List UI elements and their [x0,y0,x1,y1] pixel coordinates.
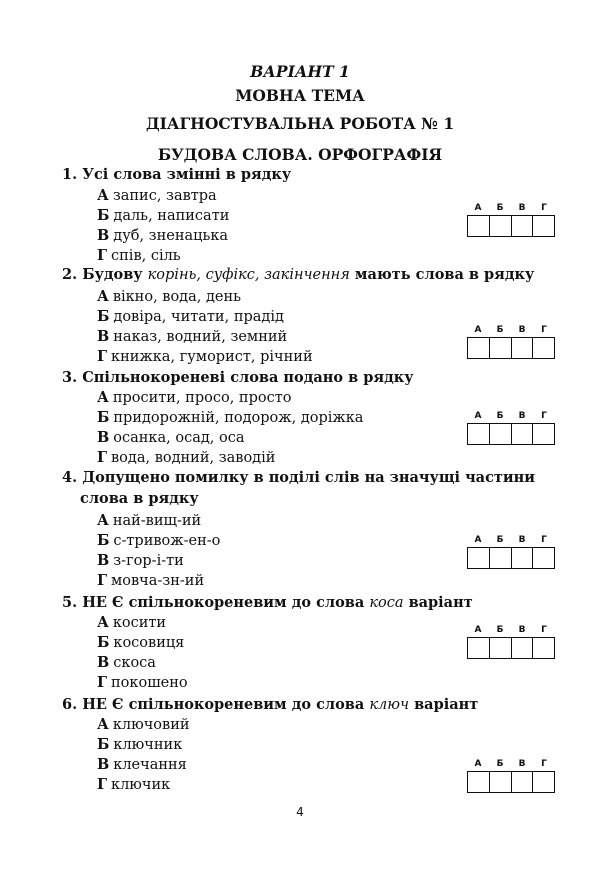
option-text: просити, просо, просто [112,390,292,406]
answer-option [97,674,188,691]
question-text-pre: Будову [82,266,143,283]
topic-title: МОВНА ТЕМА [235,86,365,105]
question-text-italic: ключ [369,697,410,713]
answer-option [97,614,166,631]
option-text: вода, водний, заводій [111,450,276,466]
answer-cell[interactable] [532,424,554,444]
answer-cell[interactable] [532,638,554,658]
answer-cell[interactable] [468,772,489,792]
option-text: най-вищ-ий [112,513,202,529]
answer-option [97,776,170,793]
answer-cell[interactable] [489,216,511,236]
option-letter: А [97,389,109,406]
answer-cell[interactable] [468,548,489,568]
question-number: 1. [62,166,78,183]
answer-cell[interactable] [489,638,511,658]
option-letter: А [97,187,109,204]
question-text-italic: корінь, суфікс, закінчення [147,267,350,283]
option-text: ключовий [112,717,190,733]
option-letter: Г [97,449,108,466]
grid-label: Г [541,625,547,635]
question-text-post: мають слова в рядку [354,266,535,283]
grid-label: А [474,203,482,213]
grid-label: А [474,411,482,421]
answer-cell[interactable] [511,772,533,792]
page-number: 4 [296,805,304,819]
answer-cell[interactable] [489,338,511,358]
option-text: даль, написати [113,208,230,224]
answer-option [97,207,229,224]
grid-label: Б [496,625,504,635]
option-text: довіра, читати, прадід [113,309,284,325]
answer-option [97,756,187,773]
work-title: ДІАГНОСТУВАЛЬНА РОБОТА № 1 [145,114,455,133]
option-text: с-тривож-ен-о [113,533,221,549]
option-letter: Г [97,348,108,365]
answer-option [97,512,201,529]
question-text-pre: НЕ Є спільнокореневим до слова [82,696,365,713]
answer-cell[interactable] [489,424,511,444]
grid-label: А [474,625,482,635]
option-letter: Г [97,572,108,589]
answer-option [97,328,287,345]
answer-option [97,634,184,651]
question-text-post: варіант [414,696,479,713]
answer-cell[interactable] [468,424,489,444]
grid-label: Б [496,411,504,421]
answer-cell[interactable] [511,548,533,568]
option-text: придорожній, подорож, доріжка [113,410,364,426]
question-number: 6. [62,696,78,713]
grid-label: Б [496,759,504,769]
answer-grid [467,325,555,359]
answer-option [97,288,241,305]
answer-option [97,187,217,204]
option-text: клечання [113,757,187,773]
option-text: з-гор-і-ти [113,553,184,569]
section-title: БУДОВА СЛОВА. ОРФОГРАФІЯ [157,145,443,164]
option-text: ключник [113,737,183,753]
answer-option [97,308,284,325]
answer-cell[interactable] [511,638,533,658]
grid-label: Г [541,203,547,213]
option-letter: Б [97,634,110,651]
grid-label: А [474,759,482,769]
answer-cell[interactable] [532,216,554,236]
option-letter: В [97,654,110,671]
answer-option [97,348,313,365]
answer-option [97,552,184,569]
option-text: вікно, вода, день [112,289,242,305]
answer-option [97,532,220,549]
answer-cell[interactable] [532,772,554,792]
answer-option [97,716,190,733]
option-text: покошено [111,675,188,691]
answer-grid [467,625,555,659]
answer-option [97,409,363,426]
grid-label: Г [541,535,547,545]
option-letter: В [97,552,110,569]
grid-label: Г [541,325,547,335]
grid-label: Б [496,203,504,213]
question-6 [62,696,478,713]
question-text: Допущено помилку в поділі слів на значущі частини [82,469,536,486]
answer-cell[interactable] [468,338,489,358]
option-text: осанка, осад, оса [113,430,245,446]
option-text: наказ, водний, земний [113,329,288,345]
answer-option [97,736,182,753]
answer-option [97,247,181,264]
option-letter: В [97,429,110,446]
option-letter: Г [97,776,108,793]
option-letter: А [97,614,109,631]
answer-grid [467,535,555,569]
grid-label: В [518,411,526,421]
option-text: ключик [111,777,171,793]
question-number: 2. [62,266,78,283]
answer-cell[interactable] [489,548,511,568]
option-text: спів, сіль [111,248,181,264]
grid-label: А [474,325,482,335]
option-letter: Б [97,736,110,753]
question-3 [62,369,414,386]
option-text: скоса [113,655,156,671]
question-1 [62,166,291,183]
question-text: Усі слова змінні в рядку [82,166,292,183]
question-text-pre: НЕ Є спільнокореневим до слова [82,594,365,611]
answer-cell[interactable] [511,216,533,236]
question-number: 3. [62,369,78,386]
answer-cell[interactable] [489,772,511,792]
question-text-post: варіант [408,594,473,611]
option-letter: Г [97,674,108,691]
question-5 [62,594,473,611]
answer-option [97,227,228,244]
question-text-continued: слова в рядку [80,490,199,507]
grid-label: В [518,535,526,545]
option-letter: А [97,512,109,529]
grid-label: В [518,759,526,769]
grid-label: В [518,325,526,335]
option-text: запис, завтра [112,188,217,204]
grid-label: Б [496,325,504,335]
grid-label: В [518,203,526,213]
question-text-italic: коса [369,595,404,611]
answer-grid [467,759,555,793]
answer-option [97,429,245,446]
answer-cell[interactable] [532,548,554,568]
grid-label: В [518,625,526,635]
question-number: 5. [62,594,78,611]
answer-option [97,654,156,671]
option-letter: В [97,756,110,773]
answer-cell[interactable] [468,216,489,236]
answer-cell[interactable] [532,338,554,358]
answer-grid [467,203,555,237]
answer-grid [467,411,555,445]
question-4 [62,469,535,486]
answer-cell[interactable] [468,638,489,658]
option-letter: Б [97,409,110,426]
option-letter: В [97,328,110,345]
grid-label: Г [541,411,547,421]
option-text: косовиця [113,635,185,651]
option-letter: А [97,288,109,305]
grid-label: Г [541,759,547,769]
answer-cell[interactable] [511,424,533,444]
option-text: дуб, зненацька [113,228,229,244]
option-letter: А [97,716,109,733]
option-text: мовча-зн-ий [111,573,205,589]
answer-cell[interactable] [511,338,533,358]
variant-title: ВАРІАНТ 1 [250,62,350,81]
option-letter: Б [97,532,110,549]
question-2 [62,266,534,283]
question-text: Спільнокореневі слова подано в рядку [82,369,414,386]
option-letter: Г [97,247,108,264]
grid-label: Б [496,535,504,545]
answer-option [97,389,291,406]
grid-label: А [474,535,482,545]
answer-option [97,572,204,589]
option-letter: Б [97,207,110,224]
answer-option [97,449,275,466]
option-letter: Б [97,308,110,325]
option-letter: В [97,227,110,244]
option-text: книжка, гуморист, річний [111,349,313,365]
option-text: косити [112,615,167,631]
question-number: 4. [62,469,78,486]
